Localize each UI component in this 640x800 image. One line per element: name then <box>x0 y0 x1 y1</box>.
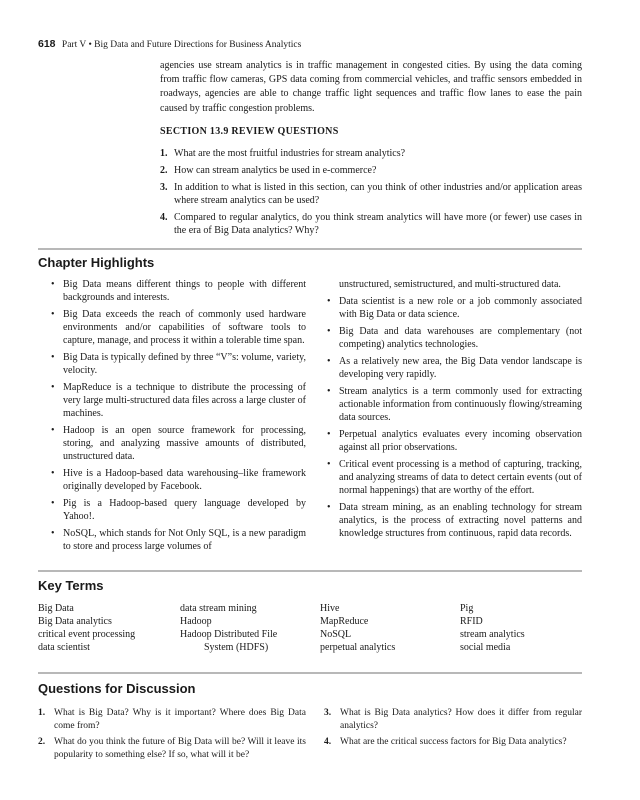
highlight-item: • NoSQL, which stands for Not Only SQL, is a new paradigm to store and process large volumes of <box>50 527 306 553</box>
key-term: System (HDFS) <box>204 642 269 653</box>
highlight-item: • Perpetual analytics evaluates every incoming observation against all prior observations. <box>326 428 582 454</box>
review-question: 1. What are the most fruitful industries for stream analytics? <box>160 148 406 159</box>
key-terms-column <box>320 602 460 654</box>
highlight-item: • Data stream mining, as an enabling technology for stream analytics, is the process of extracting novel patterns and knowledge structures from continuous, rapid data records. <box>326 501 582 540</box>
review-section-title: SECTION 13.9 REVIEW QUESTIONS <box>160 126 339 137</box>
key-term: Big Data analytics <box>38 616 112 627</box>
discussion-question: 1. What is Big Data? Why is it important? Where does Big Data come from? <box>38 708 306 731</box>
key-term: perpetual analytics <box>320 642 396 653</box>
highlight-item: • Big Data exceeds the reach of commonly used hardware environments and/or capabilities of software tools to capture, manage, and process it within a tolerable time span. <box>50 308 306 347</box>
key-term: NoSQL <box>320 629 352 640</box>
highlights-left-column <box>50 278 306 557</box>
key-term: RFID <box>460 616 483 627</box>
key-term: MapReduce <box>320 616 369 627</box>
highlight-item: • Hadoop is an open source framework for processing, storing, and analyzing massive amounts of distributed, unstructured data. <box>50 424 306 463</box>
section-divider <box>38 570 582 572</box>
highlight-item: • Data scientist is a new role or a job commonly associated with Big Data or data science. <box>326 295 582 321</box>
discussion-question: 4. What are the critical success factors for Big Data analytics? <box>324 737 567 747</box>
highlight-item: • Hive is a Hadoop-based data warehousing–like framework originally developed by Facebook. <box>50 467 306 493</box>
discussion-heading: Questions for Discussion <box>38 681 196 696</box>
highlight-item: • MapReduce is a technique to distribute the processing of very large multi-structured data files across a large cluster of machines. <box>50 381 306 420</box>
key-term: data stream mining <box>180 603 257 614</box>
key-terms-heading: Key Terms <box>38 578 104 593</box>
key-term: Hive <box>320 603 340 614</box>
key-term: Hadoop Distributed File <box>180 629 278 640</box>
highlight-item: • Critical event processing is a method of capturing, tracking, and analyzing streams of data to detect certain events (out of normal happenings) that are worthy of the effort. <box>326 458 582 497</box>
section-divider <box>38 672 582 674</box>
key-term: stream analytics <box>460 629 525 640</box>
discussion-left-column <box>38 707 306 765</box>
highlights-right-column <box>326 278 582 544</box>
review-questions-list <box>160 147 582 241</box>
key-term: data scientist <box>38 642 90 653</box>
key-term: social media <box>460 642 511 653</box>
highlight-item: • Pig is a Hadoop-based query language developed by Yahoo!. <box>50 497 306 523</box>
key-term: Big Data <box>38 603 74 614</box>
chapter-highlights-heading: Chapter Highlights <box>38 255 155 270</box>
discussion-right-column <box>324 707 582 752</box>
key-term: Pig <box>460 603 474 614</box>
highlight-item: • Big Data means different things to people with different backgrounds and interests. <box>50 278 306 304</box>
section-divider <box>38 248 582 250</box>
review-question: 2. How can stream analytics be used in e-commerce? <box>160 165 377 176</box>
key-term: Hadoop <box>180 616 212 627</box>
key-term: critical event processing <box>38 629 136 640</box>
review-question: 4. Compared to regular analytics, do you think stream analytics will have more (or fewer) use cases in the era of Big Data analytics? Why? <box>160 212 582 236</box>
key-terms-column <box>460 602 600 654</box>
key-terms-column <box>180 602 320 654</box>
running-head-text: Part V • Big Data and Future Directions for Business Analytics <box>61 40 302 50</box>
highlight-item: • Big Data is typically defined by three “V”s: volume, variety, velocity. <box>50 351 306 377</box>
highlight-item: • As a relatively new area, the Big Data vendor landscape is developing very rapidly. <box>326 355 582 381</box>
running-header <box>38 38 301 50</box>
key-terms-column <box>38 602 178 654</box>
review-question: 3. In addition to what is listed in this section, can you think of other industries and/or application areas where stream analytics can be used? <box>160 182 582 206</box>
highlight-continuation: unstructured, semistructured, and multi-structured data. <box>339 279 561 290</box>
highlight-item: • Stream analytics is a term commonly used for extracting actionable information from continuously flowing/streaming data sources. <box>326 385 582 424</box>
discussion-question: 2. What do you think the future of Big Data will be? Will it leave its popularity to something else? If so, what will it be? <box>38 737 306 760</box>
highlight-item: • Big Data and data warehouses are complementary (not competing) analytics technologies. <box>326 325 582 351</box>
page-number: 618 <box>38 38 56 50</box>
intro-paragraph: agencies use stream analytics is in traffic management in congested cities. By using the data coming from traffic flow cameras, GPS data coming from commercial vehicles, and traffic sensors embedded in roadways, agencies are able to change traffic light sequences and traffic flow lanes to ease the pain caused by traffic congestion problems. <box>160 60 582 114</box>
discussion-question: 3. What is Big Data analytics? How does it differ from regular analytics? <box>324 708 582 731</box>
